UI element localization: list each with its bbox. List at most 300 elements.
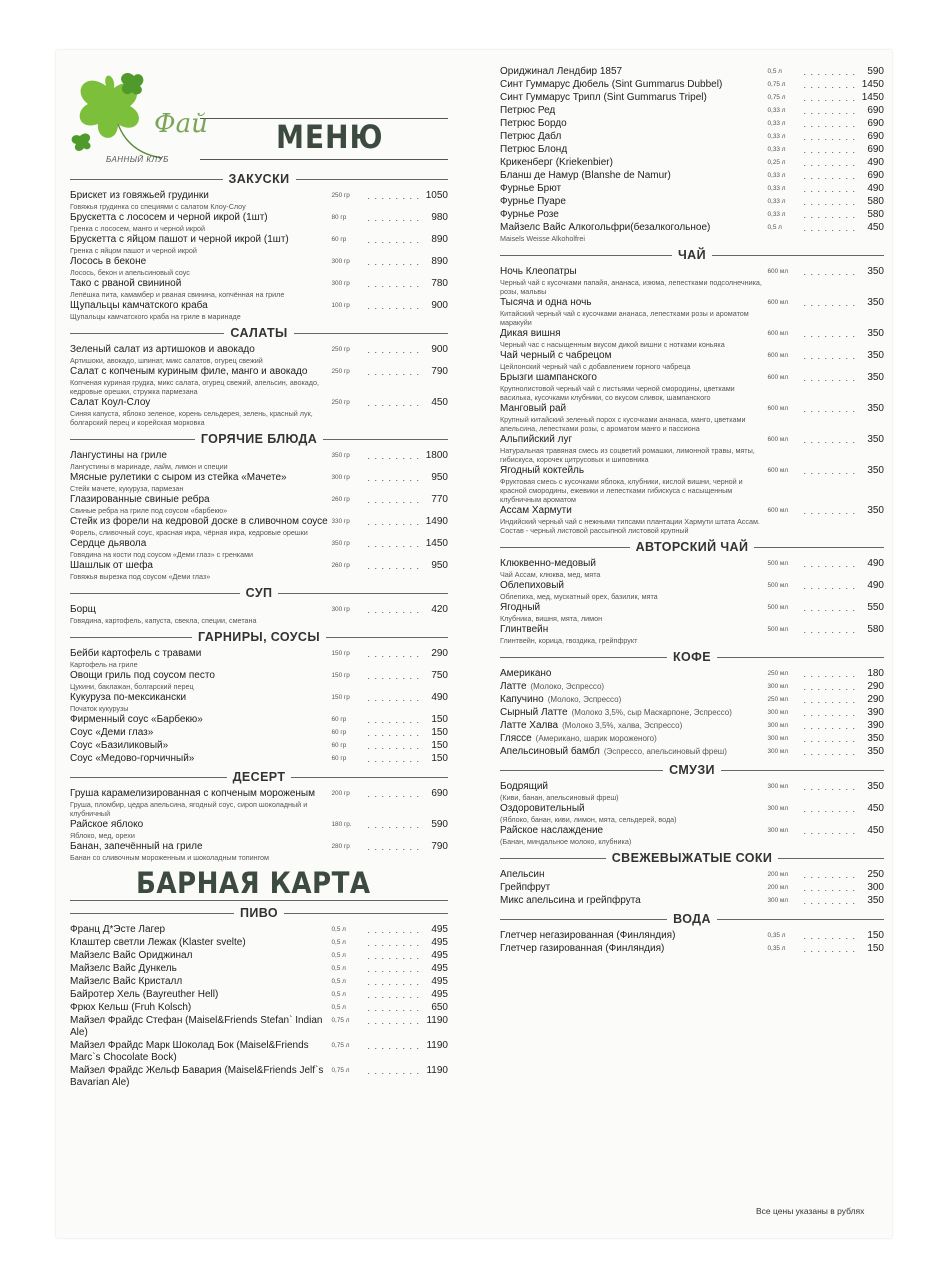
item-text	[500, 746, 767, 758]
menu-item	[70, 450, 448, 471]
item-price: 770	[431, 494, 448, 505]
dot-leader: . . . . . . . .	[803, 223, 856, 233]
item-size: 300 гр	[331, 280, 350, 287]
item-name: Петрюс Бордо	[500, 118, 567, 129]
item-size: 300 мл	[767, 722, 789, 729]
item-name: Петрюс Дабл	[500, 131, 562, 142]
item-text	[70, 819, 331, 840]
menu-item	[500, 746, 884, 758]
item-description: Артишоки, авокадо, шпинат, микс салатов, огурец свежий	[70, 356, 263, 365]
item-description: Форель, сливочный соус, красная икра, чёрная икра, кедровые орешки	[70, 528, 308, 537]
menu-item	[70, 788, 448, 818]
dot-leader: . . . . . . . .	[803, 106, 856, 116]
dot-leader: . . . . . . . .	[367, 938, 420, 948]
item-name: Райское наслаждение	[500, 825, 604, 836]
item-price: 495	[431, 924, 448, 935]
dot-leader: . . . . . . . .	[803, 581, 856, 591]
item-text	[70, 1040, 331, 1064]
item-price: 950	[431, 472, 448, 483]
item-price: 150	[431, 740, 448, 751]
item-name: Салат с копченым куриным филе, манго и авокадо	[70, 366, 308, 377]
item-size: 60 гр	[331, 755, 347, 762]
item-name: Бодрящий	[500, 781, 549, 792]
item-size: 0,5 л	[767, 224, 782, 231]
item-description: Крупный китайский зеленый порох с кусочками ананаса, манго, цветками апельсина, лепестками розы, с ароматом манго и пассиона	[500, 415, 746, 433]
item-price: 350	[867, 434, 884, 445]
divider	[326, 637, 448, 638]
item-price: 580	[867, 624, 884, 635]
item-name: Майзел Фрайдс Жельф Бавария (Maisel&Friends Jelf`s Bavarian Ale)	[70, 1065, 324, 1088]
menu-item	[500, 266, 884, 296]
item-description: Черный чай с кусочками папайя, ананаса, изюма, лепестками подсолнечника, розы, мальвы	[500, 278, 762, 296]
section-title: АВТОРСКИЙ ЧАЙ	[635, 540, 749, 554]
item-size: 0,5 л	[331, 991, 346, 998]
item-size: 300 мл	[767, 783, 789, 790]
item-name: Клаштер светли Лежак (Klaster svelte)	[70, 937, 246, 948]
item-price: 690	[867, 170, 884, 181]
dot-leader: . . . . . . . .	[803, 603, 856, 613]
item-size: 300 гр	[331, 258, 350, 265]
menu-item	[70, 278, 448, 299]
item-name: Чай черный с чабрецом	[500, 350, 612, 361]
dot-leader: . . . . . . . .	[367, 367, 420, 377]
menu-item	[70, 472, 448, 493]
item-name: Американо	[500, 668, 552, 679]
item-price: 495	[431, 937, 448, 948]
item-price: 150	[867, 930, 884, 941]
item-price: 150	[431, 727, 448, 738]
item-price: 250	[867, 869, 884, 880]
item-text	[70, 714, 331, 726]
menu-item	[500, 825, 884, 846]
item-size: 0,33 л	[767, 146, 786, 153]
dot-leader: . . . . . . . .	[803, 944, 856, 954]
item-size: 0,33 л	[767, 211, 786, 218]
item-size: 350 гр	[331, 540, 350, 547]
item-size: 60 гр	[331, 729, 347, 736]
menu-item	[500, 66, 884, 78]
brand-subtitle: БАННЫЙ КЛУБ	[106, 155, 169, 164]
item-price: 350	[867, 895, 884, 906]
dot-leader: . . . . . . . .	[803, 158, 856, 168]
item-name: Соус «Медово-горчичный»	[70, 753, 195, 764]
item-text	[500, 183, 767, 195]
dot-leader: . . . . . . . .	[803, 826, 856, 836]
item-text	[500, 434, 767, 464]
item-price: 1450	[861, 92, 884, 103]
dot-leader: . . . . . . . .	[803, 506, 856, 516]
menu-item	[500, 930, 884, 942]
section-header	[500, 246, 884, 264]
item-text	[500, 882, 767, 894]
menu-item	[500, 803, 884, 824]
menu-item	[500, 869, 884, 881]
item-size: 600 мл	[767, 330, 789, 337]
item-note: (Молоко, Эспрессо)	[547, 695, 622, 704]
menu-item	[70, 714, 448, 726]
item-size: 200 мл	[767, 871, 789, 878]
dot-leader: . . . . . . . .	[803, 870, 856, 880]
menu-item	[500, 157, 884, 169]
item-name-line	[500, 720, 767, 732]
item-name: Лосось в беконе	[70, 256, 147, 267]
item-description: Чай Ассам, клюква, мед, мята	[500, 570, 601, 579]
item-text	[500, 943, 767, 955]
dot-leader: . . . . . . . .	[367, 539, 420, 549]
item-name: Сырный Латте	[500, 707, 568, 718]
menu-item	[500, 943, 884, 955]
menu-item	[500, 602, 884, 623]
menu-item	[500, 403, 884, 433]
item-price: 495	[431, 976, 448, 987]
item-text	[70, 604, 331, 625]
item-price: 350	[867, 746, 884, 757]
item-note: (Молоко 3,5%, сыр Маскарпоне, Эспрессо)	[571, 708, 732, 717]
item-price: 1190	[426, 1065, 448, 1076]
dot-leader: . . . . . . . .	[367, 301, 420, 311]
item-price: 390	[867, 720, 884, 731]
section-header	[70, 584, 448, 602]
item-description: (Банан, миндальное молоко, клубника)	[500, 837, 632, 846]
item-price: 350	[867, 328, 884, 339]
item-size: 600 мл	[767, 268, 789, 275]
item-name: Латте Халва	[500, 720, 559, 731]
divider	[323, 439, 448, 440]
item-price: 690	[867, 105, 884, 116]
item-name: Брускетта с яйцом пашот и черной икрой (1шт)	[70, 234, 289, 245]
divider	[291, 777, 448, 778]
item-name: Брискет из говяжьей грудинки	[70, 190, 209, 201]
dot-leader: . . . . . . . .	[803, 329, 856, 339]
item-size: 300 мл	[767, 735, 789, 742]
item-text	[70, 670, 331, 691]
item-text	[70, 366, 331, 396]
item-text	[70, 937, 331, 949]
menu-item	[70, 950, 448, 962]
item-size: 0,35 л	[767, 932, 786, 939]
menu-item	[500, 183, 884, 195]
divider	[70, 913, 234, 914]
menu-item	[500, 209, 884, 221]
divider	[500, 657, 667, 658]
item-size: 600 мл	[767, 405, 789, 412]
section-title: СУП	[245, 586, 273, 600]
section-title: ВОДА	[673, 912, 711, 926]
item-description: Стейк мачете, кукуруза, пармезан	[70, 484, 184, 493]
item-name: Соус «Деми глаз»	[70, 727, 154, 738]
item-name: Кукуруза по-мексикански	[70, 692, 187, 703]
item-size: 600 мл	[767, 299, 789, 306]
section-title: ДЕСЕРТ	[232, 770, 286, 784]
divider	[296, 179, 449, 180]
item-price: 900	[431, 344, 448, 355]
item-size: 300 мл	[767, 709, 789, 716]
item-name-line	[500, 707, 767, 719]
item-text	[70, 976, 331, 988]
item-name: Фурнье Брют	[500, 183, 562, 194]
item-description: (Киви, банан, апельсиновый фреш)	[500, 793, 619, 802]
item-price: 1800	[425, 450, 448, 461]
menu-item	[70, 256, 448, 277]
item-description: Говяжья вырезка под соусом «Деми глаз»	[70, 572, 211, 581]
divider	[70, 439, 195, 440]
menu-item	[500, 465, 884, 504]
item-name: Альпийский луг	[500, 434, 573, 445]
section-header	[70, 628, 448, 646]
dot-leader: . . . . . . . .	[367, 789, 420, 799]
item-size: 0,33 л	[767, 120, 786, 127]
dot-leader: . . . . . . . .	[367, 842, 420, 852]
menu-item	[70, 924, 448, 936]
menu-item	[70, 190, 448, 211]
item-size: 0,75 л	[767, 81, 786, 88]
item-text	[500, 79, 767, 91]
section-title: ЧАЙ	[678, 248, 706, 262]
divider	[717, 919, 884, 920]
item-price: 950	[431, 560, 448, 571]
menu-item	[500, 196, 884, 208]
item-text	[70, 300, 331, 321]
divider	[70, 333, 224, 334]
item-price: 1190	[426, 1040, 448, 1051]
item-price: 450	[867, 825, 884, 836]
menu-item	[500, 882, 884, 894]
dot-leader: . . . . . . . .	[803, 734, 856, 744]
divider	[294, 333, 448, 334]
dot-leader: . . . . . . . .	[367, 990, 420, 1000]
item-text	[70, 788, 331, 818]
menu-item	[500, 733, 884, 745]
item-price: 350	[867, 505, 884, 516]
item-price: 150	[867, 943, 884, 954]
item-price: 350	[867, 403, 884, 414]
item-name: Мясные рулетики с сыром из стейка «Мачете»	[70, 472, 287, 483]
dot-leader: . . . . . . . .	[803, 67, 856, 77]
item-note: (Эспрессо, апельсиновый фреш)	[603, 747, 727, 756]
item-description: Клубника, вишня, мята, лимон	[500, 614, 603, 623]
left-column	[70, 66, 448, 1090]
item-name-line	[500, 733, 767, 745]
menu-item	[70, 1015, 448, 1039]
item-price: 490	[867, 157, 884, 168]
item-description: Натуральная травяная смесь из соцветий ромашки, лимонной травы, мяты, гибискуса, корочек цитрусовых и шиповника	[500, 446, 755, 464]
item-price: 350	[867, 465, 884, 476]
item-text	[500, 681, 767, 693]
item-name: Гляссе	[500, 733, 532, 744]
item-name: Брызги шампанского	[500, 372, 597, 383]
item-note: (Молоко, Эспрессо)	[530, 682, 605, 691]
item-name: Глетчер негазированная (Финляндия)	[500, 930, 676, 941]
item-price: 290	[867, 681, 884, 692]
item-text	[70, 753, 331, 765]
dot-leader: . . . . . . . .	[803, 747, 856, 757]
item-price: 290	[431, 648, 448, 659]
item-text	[500, 372, 767, 402]
item-name: Зеленый салат из артишоков и авокадо	[70, 344, 255, 355]
menu-item	[500, 505, 884, 535]
dot-leader: . . . . . . . .	[803, 80, 856, 90]
item-text	[70, 278, 331, 299]
item-text	[500, 803, 767, 824]
item-price: 495	[431, 989, 448, 1000]
item-size: 150 гр	[331, 694, 350, 701]
item-text	[500, 580, 767, 601]
item-description: (Яблоко, банан, киви, лимон, мята, сельдерей, вода)	[500, 815, 677, 824]
item-text	[500, 558, 767, 579]
item-text	[500, 694, 767, 706]
dot-leader: . . . . . . . .	[803, 210, 856, 220]
dot-leader: . . . . . . . .	[367, 1016, 420, 1026]
item-text	[500, 92, 767, 104]
item-price: 490	[867, 183, 884, 194]
item-note: (Молоко 3,5%, халва, Эспрессо)	[562, 721, 683, 730]
item-price: 180	[867, 668, 884, 679]
item-description: Яблоко, мед, орехи	[70, 831, 135, 840]
item-text	[500, 144, 767, 156]
item-size: 600 мл	[767, 352, 789, 359]
item-size: 280 гр	[331, 843, 350, 850]
item-name-line	[500, 681, 767, 693]
section-header	[70, 768, 448, 786]
dot-leader: . . . . . . . .	[367, 649, 420, 659]
item-name: Майзел Фрайдс Марк Шоколад Бок (Maisel&Friends Marc`s Chocolate Bock)	[70, 1040, 309, 1063]
dot-leader: . . . . . . . .	[803, 669, 856, 679]
item-size: 300 мл	[767, 748, 789, 755]
item-name: Облепиховый	[500, 580, 564, 591]
menu-item	[500, 434, 884, 464]
item-name: Апельсиновый бамбл	[500, 746, 600, 757]
item-price: 580	[867, 196, 884, 207]
item-size: 500 мл	[767, 626, 789, 633]
item-price: 450	[867, 803, 884, 814]
item-text	[70, 1015, 331, 1039]
item-size: 0,5 л	[331, 939, 346, 946]
dot-leader: . . . . . . . .	[367, 517, 420, 527]
menu-item	[70, 963, 448, 975]
menu-item	[500, 144, 884, 156]
menu-item	[500, 694, 884, 706]
section-title: СВЕЖЕВЫЖАТЫЕ СОКИ	[611, 851, 773, 865]
item-text	[70, 472, 331, 493]
item-name: Тысяча и одна ночь	[500, 297, 592, 308]
item-text	[500, 895, 767, 907]
item-text	[70, 648, 331, 669]
dot-leader: . . . . . . . .	[803, 93, 856, 103]
menu-item	[70, 234, 448, 255]
item-size: 260 гр	[331, 496, 350, 503]
item-price: 450	[431, 397, 448, 408]
item-name: Глазированные свиные ребра	[70, 494, 210, 505]
item-description: Цукини, баклажан, болгарский перец	[70, 682, 194, 691]
dot-leader: . . . . . . . .	[367, 1041, 420, 1051]
divider	[721, 770, 884, 771]
dot-leader: . . . . . . . .	[803, 682, 856, 692]
item-text	[70, 397, 331, 427]
item-name: Фирменный соус «Барбекю»	[70, 714, 203, 725]
divider	[500, 547, 630, 548]
dot-leader: . . . . . . . .	[803, 559, 856, 569]
item-text	[70, 256, 331, 277]
item-description: Глинтвейн, корица, гвоздика, грейпфрукт	[500, 636, 638, 645]
item-description: Груша, пломбир, цедра апельсина, ягодный соус, сироп шоколадный и клубничный	[70, 800, 308, 818]
dot-leader: . . . . . . . .	[367, 235, 420, 245]
item-size: 330 гр	[331, 518, 350, 525]
item-price: 490	[867, 580, 884, 591]
dot-leader: . . . . . . . .	[367, 741, 420, 751]
section-title: СМУЗИ	[669, 763, 715, 777]
divider	[284, 913, 448, 914]
item-size: 0,33 л	[767, 172, 786, 179]
dot-leader: . . . . . . . .	[803, 184, 856, 194]
item-name: Дикая вишня	[500, 328, 561, 339]
menu-item	[500, 118, 884, 130]
brand-name: Фай	[154, 109, 208, 139]
item-description: Говяжья грудинка со специями с салатом Клоу-Слоу	[70, 202, 246, 211]
item-text	[70, 1002, 331, 1014]
item-size: 0,75 л	[331, 1067, 350, 1074]
menu-item	[70, 727, 448, 739]
item-name: Микс апельсина и грейпфрута	[500, 895, 641, 906]
item-text	[500, 222, 767, 243]
item-size: 250 гр	[331, 346, 350, 353]
item-description: Цейлонский черный чай с добавлением горного чабреца	[500, 362, 691, 371]
item-size: 0,5 л	[331, 926, 346, 933]
item-price: 790	[431, 841, 448, 852]
dot-leader: . . . . . . . .	[367, 1066, 420, 1076]
item-name: Крикенберг (Kriekenbier)	[500, 157, 613, 168]
item-size: 0,33 л	[767, 107, 786, 114]
item-description: Крупнолистовой черный чай с листьями черной смородины, цветками василька, кусочками клубники, со вкусом сливок, шампанского	[500, 384, 735, 402]
item-text	[500, 157, 767, 169]
item-description: Початок кукурузы	[70, 704, 129, 713]
item-name: Груша карамелизированная с копченым мороженым	[70, 788, 315, 799]
item-text	[500, 465, 767, 504]
section-header	[500, 538, 884, 556]
dot-leader: . . . . . . . .	[367, 977, 420, 987]
item-text	[70, 344, 331, 365]
item-price: 1450	[861, 79, 884, 90]
dot-leader: . . . . . . . .	[367, 728, 420, 738]
item-price: 290	[867, 694, 884, 705]
item-text	[500, 505, 767, 535]
menu-item	[500, 79, 884, 91]
item-price: 420	[431, 604, 448, 615]
dot-leader: . . . . . . . .	[803, 298, 856, 308]
item-description: Копченая куриная грудка, микс салата, огурец свежий, апельсин, авокадо, кедровые орешки, стружка пармезана	[70, 378, 319, 396]
item-description: Банан со сливочным мороженным и шоколадным топингом	[70, 853, 269, 862]
item-description: Облепиха, мед, мускатный орех, базилик, мята	[500, 592, 658, 601]
item-description: Индийский черный чай с нежными типсами плантации Хармути штата Ассам. Состав - черный листовой рассыпной листовой крупный	[500, 517, 760, 535]
item-text	[500, 707, 767, 719]
item-text	[70, 727, 331, 739]
menu-item	[70, 989, 448, 1001]
divider	[70, 593, 240, 594]
item-name: Латте	[500, 681, 527, 692]
divider	[500, 919, 667, 920]
item-size: 0,75 л	[331, 1042, 350, 1049]
section-header	[500, 910, 884, 928]
item-size: 300 мл	[767, 827, 789, 834]
item-price: 780	[431, 278, 448, 289]
divider	[500, 770, 663, 771]
divider	[712, 255, 884, 256]
item-description: Синяя капуста, яблоко зеленое, корень сельдерея, зелень, красный лук, болгарский перец и корейская морковка	[70, 409, 313, 427]
menu-title: МЕНЮ	[276, 118, 384, 156]
menu-item	[70, 538, 448, 559]
item-name: Шашлык от шефа	[70, 560, 153, 571]
menu-item	[500, 558, 884, 579]
dot-leader: . . . . . . . .	[367, 473, 420, 483]
